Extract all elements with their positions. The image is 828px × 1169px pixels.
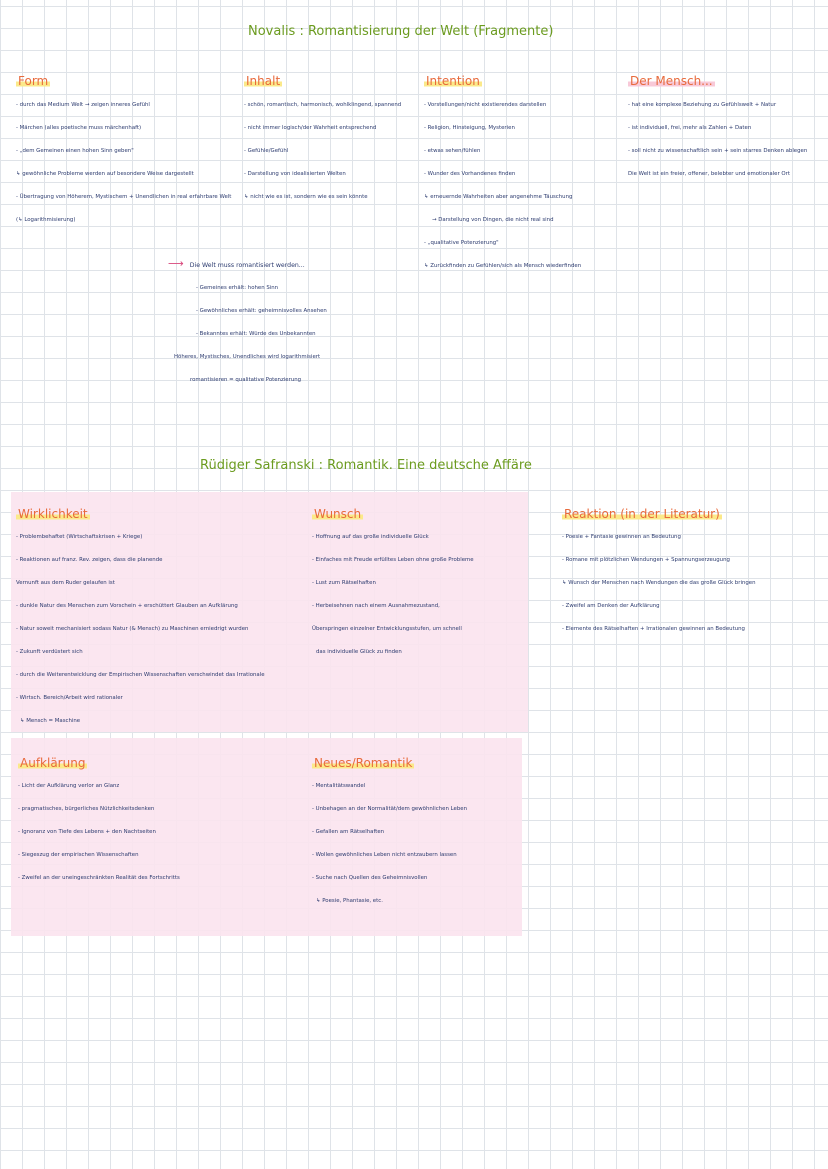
center-summary xyxy=(168,252,327,392)
list-item: ↳ Poesie, Phantasie, etc. xyxy=(316,898,383,904)
list-item: - Suche nach Quellen des Geheimnisvollen xyxy=(312,875,428,881)
list-item: - etwas sehen/fühlen xyxy=(424,148,481,154)
list-item: - Märchen (alles poetische muss märchenhaft) xyxy=(16,125,142,131)
section-romantik xyxy=(312,752,467,913)
section-intention xyxy=(424,70,581,278)
section-form xyxy=(16,70,231,232)
list-item: - Lust zum Rätselhaften xyxy=(312,580,376,586)
list-item: - Herbeisehnen nach einem Ausnahmezustand, xyxy=(312,603,440,609)
list-item: - Wirtsch. Bereich/Arbeit wird rationaler xyxy=(16,695,123,701)
section-heading: Form xyxy=(18,74,49,88)
section-lines xyxy=(424,94,581,278)
list-item: - ist individuell, frei, mehr als Zahlen + Daten xyxy=(628,125,752,131)
section-lines xyxy=(562,526,756,641)
list-item: - „qualitative Potenzierung" xyxy=(424,240,499,246)
list-item: - Elemente des Rätselhaften + Irrationalen gewinnen an Bedeutung xyxy=(562,626,745,632)
list-item: - dunkle Natur des Menschen zum Vorschein + erschüttert Glauben an Aufklärung xyxy=(16,603,238,609)
list-item: - Vorstellungen/nicht existierendes darstellen xyxy=(424,102,547,108)
list-item: (↳ Logarithmisierung) xyxy=(16,217,76,223)
list-item: - Hoffnung auf das große individuelle Glück xyxy=(312,534,429,540)
section-heading: Der Mensch... xyxy=(630,74,713,88)
list-item: - Bekanntes erhält: Würde des Unbekannten xyxy=(196,331,316,337)
list-item: - Gefühle/Gefühl xyxy=(244,148,289,154)
list-item: - pragmatisches, bürgerliches Nützlichkeitsdenken xyxy=(18,806,155,812)
list-item: - „dem Gemeinen einen hohen Sinn geben" xyxy=(16,148,134,154)
list-item: - Mentalitätswandel xyxy=(312,783,366,789)
list-item: ↳ Zurückfinden zu Gefühlen/sich als Mensch wiederfinden xyxy=(424,263,582,269)
list-item: - schön, romantisch, harmonisch, wohlklingend, spannend xyxy=(244,102,402,108)
section-lines xyxy=(628,94,807,186)
section-heading: Inhalt xyxy=(246,74,281,88)
arrow-right-icon: ⟶ xyxy=(168,257,184,270)
section-wirklichkeit xyxy=(16,503,265,733)
list-item: - Wollen gewöhnliches Leben nicht entzaubern lassen xyxy=(312,852,457,858)
list-item: Höheres, Mystisches, Unendliches wird logarithmisiert xyxy=(174,354,321,360)
section-lines xyxy=(16,94,231,232)
list-item: - Wunder des Vorhandenes finden xyxy=(424,171,516,177)
list-item: - Darstellung von idealisierten Welten xyxy=(244,171,346,177)
list-item: - Gewöhnliches erhält: geheimnisvolles Ansehen xyxy=(196,308,327,314)
list-item: Überspringen einzelner Entwicklungsstufen, um schnell xyxy=(312,626,462,632)
list-item: - nicht immer logisch/der Wahrheit entsprechend xyxy=(244,125,377,131)
summary-lead xyxy=(168,252,327,277)
list-item: Vernunft aus dem Ruder gelaufen ist xyxy=(16,580,115,586)
section-wunsch xyxy=(312,503,474,664)
list-item: - Siegeszug der empirischen Wissenschaften xyxy=(18,852,139,858)
section-inhalt xyxy=(244,70,401,209)
list-item: - Problembehaftet (Wirtschaftskrisen + Kriege) xyxy=(16,534,143,540)
page-title-safranski: Rüdiger Safranski : Romantik. Eine deutsche Affäre xyxy=(200,458,532,473)
list-item: - Zweifel am Denken der Aufklärung xyxy=(562,603,660,609)
section-reaktion xyxy=(562,503,756,641)
section-heading: Reaktion (in der Literatur) xyxy=(564,507,720,521)
section-lines xyxy=(16,526,265,733)
list-item: - Zweifel an der uneingeschränkten Realität des Fortschritts xyxy=(18,875,180,881)
list-item: - soll nicht zu wissenschaftlich sein + sein starres Denken ablegen xyxy=(628,148,808,154)
list-item: - Einfaches mit Freude erfülltes Leben ohne große Probleme xyxy=(312,557,474,563)
list-item: - Romane mit plötzlichen Wendungen + Spannungserzeugung xyxy=(562,557,730,563)
list-item: - Licht der Aufklärung verlor an Glanz xyxy=(18,783,120,789)
list-item: - Reaktionen auf franz. Rev. zeigen, dass die planende xyxy=(16,557,163,563)
list-item: Die Welt ist ein freier, offener, belebter und emotionaler Ort xyxy=(628,171,790,177)
list-item: ↳ Mensch = Maschine xyxy=(20,718,81,724)
section-lines xyxy=(18,775,180,890)
list-item: ↳ Wunsch der Menschen nach Wendungen die das große Glück bringen xyxy=(562,580,756,586)
list-item: ↳ gewöhnliche Probleme werden auf besondere Weise dargestellt xyxy=(16,171,194,177)
section-lines xyxy=(244,94,401,209)
section-heading: Neues/Romantik xyxy=(314,756,413,770)
list-item: → Darstellung von Dingen, die nicht real sind xyxy=(432,217,554,223)
list-item: - Natur soweit mechanisiert sodass Natur (& Mensch) zu Maschinen erniedrigt wurden xyxy=(16,626,249,632)
page-title-novalis: Novalis : Romantisierung der Welt (Fragmente) xyxy=(248,24,554,39)
list-item: - Ignoranz von Tiefe des Lebens + den Nachtseiten xyxy=(18,829,156,835)
list-item: romantisieren = qualitative Potenzierung xyxy=(190,377,302,383)
list-item: - hat eine komplexe Beziehung zu Gefühlswelt + Natur xyxy=(628,102,777,108)
section-heading: Intention xyxy=(426,74,480,88)
list-item: das individuelle Glück zu finden xyxy=(316,649,402,655)
section-heading: Aufklärung xyxy=(20,756,86,770)
list-item: - Poesie + Fantasie gewinnen an Bedeutung xyxy=(562,534,681,540)
list-item: - durch das Medium Welt → zeigen inneres Gefühl xyxy=(16,102,150,108)
section-mensch xyxy=(628,70,807,186)
summary-lead-text: Die Welt muss romantisiert werden... xyxy=(189,262,305,269)
list-item: - Zukunft verdüstert sich xyxy=(16,649,83,655)
list-item: - Gemeines erhält: hohen Sinn xyxy=(196,285,279,291)
list-item: - Übertragung von Höherem, Mystischem + Unendlichen in real erfahrbare Welt xyxy=(16,194,232,200)
list-item: - Unbehagen an der Normalität/dem gewöhnlichen Leben xyxy=(312,806,467,812)
list-item: ↳ erneuernde Wahrheiten aber angenehme Täuschung xyxy=(424,194,573,200)
list-item: - durch die Weiterentwicklung der Empirischen Wissenschaften verschwindet das Irrationale xyxy=(16,672,265,678)
list-item: - Religion, Hinsteigung, Mysterien xyxy=(424,125,515,131)
section-heading: Wunsch xyxy=(314,507,362,521)
list-item: - Gefallen am Rätselhaften xyxy=(312,829,385,835)
list-item: ↳ nicht wie es ist, sondern wie es sein könnte xyxy=(244,194,368,200)
section-lines xyxy=(312,526,474,664)
section-heading: Wirklichkeit xyxy=(18,507,88,521)
section-aufklaerung xyxy=(18,752,180,890)
section-lines xyxy=(312,775,467,913)
